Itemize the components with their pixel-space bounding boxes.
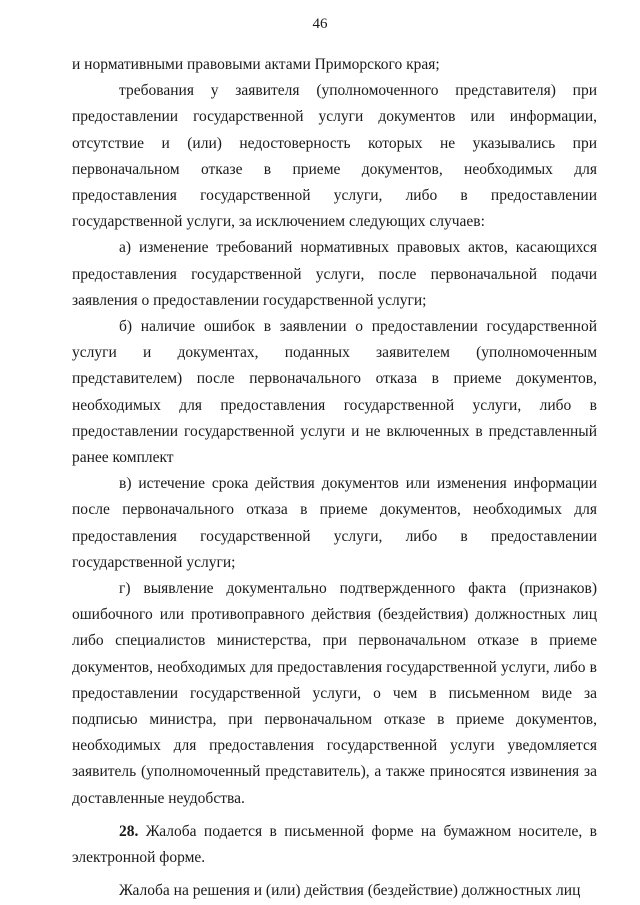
paragraph-number: 28. — [119, 822, 139, 840]
paragraph-complaint: Жалоба на решения и (или) действия (бездействие) должностных лиц — [119, 882, 581, 900]
paragraph-requirements: требования у заявителя (уполномоченного представителя) при предоставлении государственной услуги документов или информации, отсутствие и (или) недостоверность которых не указывались при первоначальном отказе в приеме документов, необходимых для предоставления государственной услуги, либо в предоставлении государственной услуги, за исключением следующих случаев: — [72, 82, 597, 231]
paragraph-item-v: в) истечение срока действия документов или изменения информации после первоначального отказа в приеме документов, необходимых для предоставления государственной услуги, либо в предоставлении государственной услуги; — [72, 475, 597, 571]
paragraph-item-a: а) изменение требований нормативных правовых актов, касающихся предоставления государственной услуги, после первоначальной подачи заявления о предоставлении государственной услуги; — [72, 239, 597, 309]
paragraph-28 — [72, 819, 597, 871]
page-number: 46 — [312, 16, 328, 32]
document-body — [72, 52, 597, 905]
paragraph-item-g: г) выявление документально подтвержденного факта (признаков) ошибочного или противоправного действия (бездействия) должностных лиц либо специалистов министерства, при первоначальном отказе в приеме документов, необходимых для предоставления государственной услуги, либо в предоставлении государственной услуги, о чем в письменном виде за подписью министра, при первоначальном отказе в приеме документов, необходимых для предоставления государственной услуги уведомляется заявитель (уполномоченный представитель), а также приносятся извинения за доставленные неудобства. — [72, 580, 597, 807]
paragraph-item-b: б) наличие ошибок в заявлении о предоставлении государственной услуги и документах, поданных заявителем (уполномоченным представителем) после первоначального отказа в приеме документов, необходимых для предоставления государственной услуги, либо в предоставлении государственной услуги и не включенных в представленный ранее комплект — [72, 318, 597, 467]
paragraph-continuation: и нормативными правовыми актами Приморского края; — [72, 56, 440, 73]
paragraph-28-text: Жалоба подается в письменной форме на бумажном носителе, в электронной форме. — [72, 822, 597, 867]
